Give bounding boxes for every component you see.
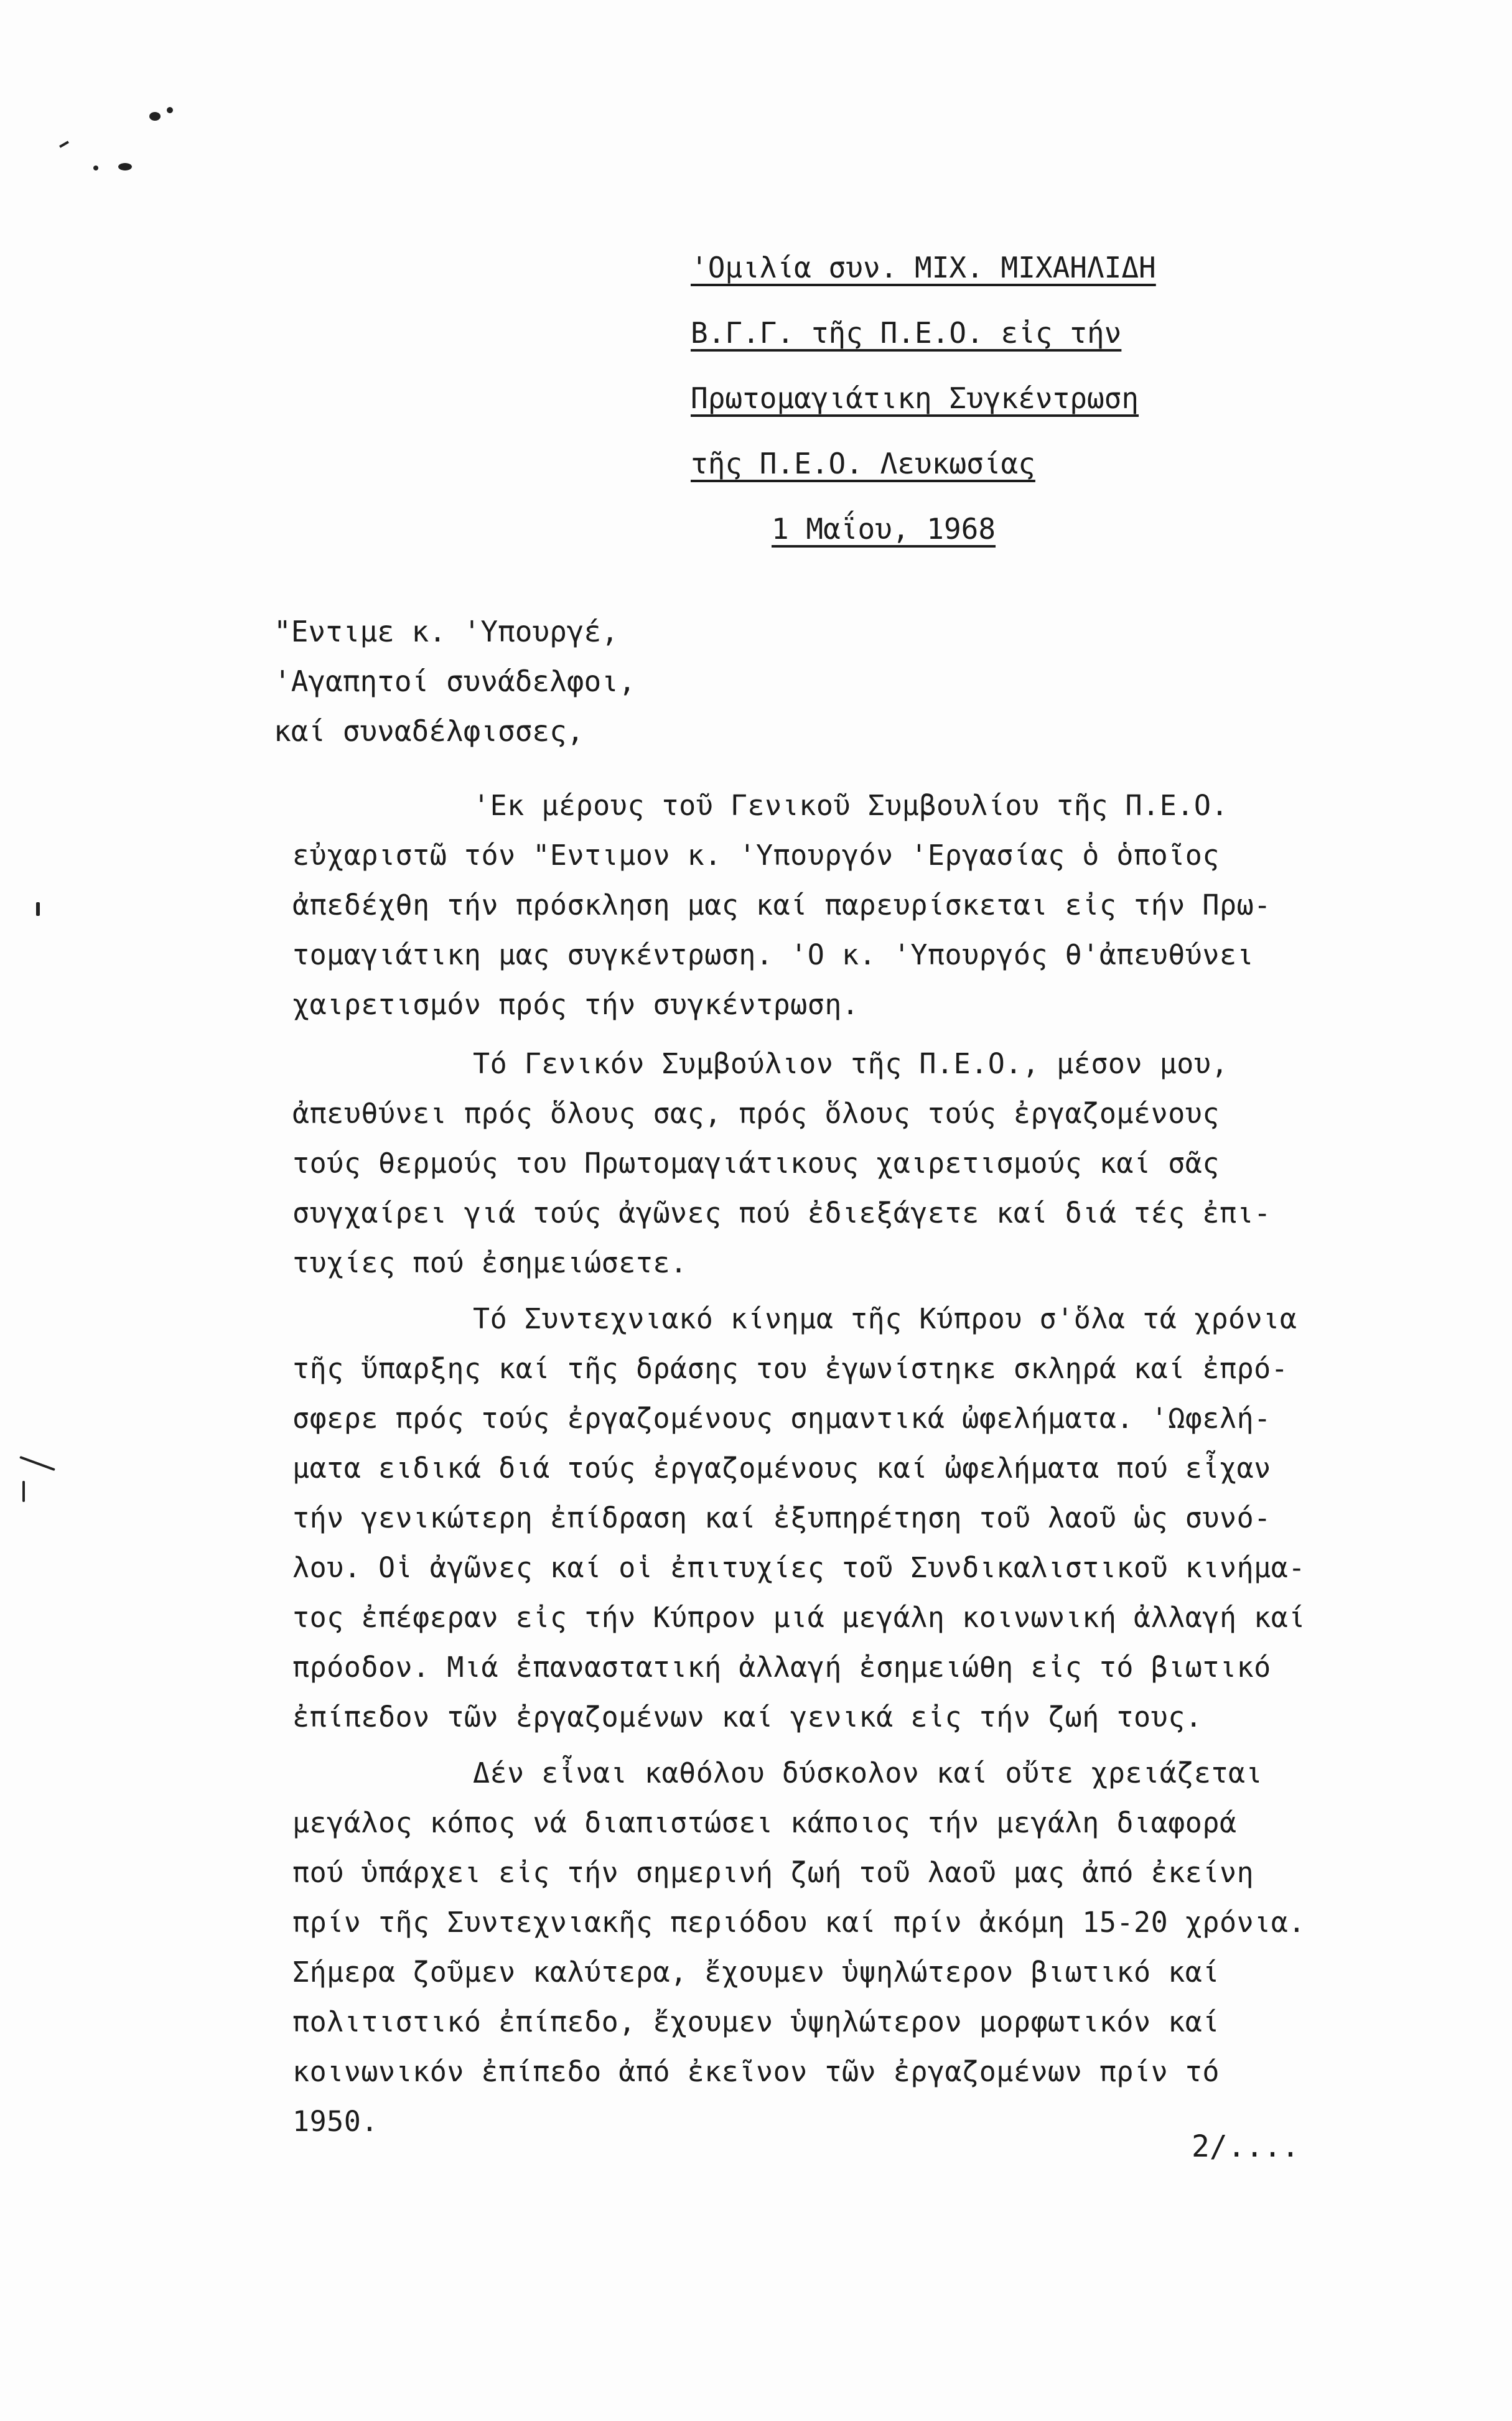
body-line: ματα ειδικά διά τούς ἐργαζομένους καί ὠφελήματα πού εἶχαν bbox=[292, 1452, 1271, 1485]
scan-speck bbox=[22, 1481, 25, 1502]
body-line: πού ὑπάρχει εἰς τήν σημερινή ζωή τοῦ λαοῦ μας ἀπό ἐκείνη bbox=[292, 1856, 1254, 1889]
header-line-organization: τῆς Π.Ε.Ο. Λευκωσίας bbox=[691, 447, 1035, 480]
body-line: χαιρετισμόν πρός τήν συγκέντρωση. bbox=[292, 988, 859, 1021]
header-line-event: Πρωτομαγιάτικη Συγκέντρωση bbox=[691, 381, 1139, 415]
header-line-title: 'Ομιλία συν. ΜΙΧ. ΜΙΧΑΗΛΙΔΗ bbox=[691, 251, 1156, 284]
body-line: σφερε πρός τούς ἐργαζομένους σημαντικά ὠφελήματα. 'Ωφελή- bbox=[292, 1402, 1271, 1435]
body-line: 'Εκ μέρους τοῦ Γενικοῦ Συμβουλίου τῆς Π.Ε.Ο. bbox=[473, 789, 1229, 822]
body-line: κοινωνικόν ἐπίπεδο ἀπό ἐκεῖνον τῶν ἐργαζομένων πρίν τό bbox=[292, 2055, 1220, 2088]
body-line: πολιτιστικό ἐπίπεδο, ἔχουμεν ὑψηλώτερον μορφωτικόν καί bbox=[292, 2005, 1220, 2038]
body-line: πρόοδον. Μιά ἐπαναστατική ἀλλαγή ἐσημειώθη εἰς τό βιωτικό bbox=[292, 1651, 1271, 1684]
body-line: τήν γενικώτερη ἐπίδραση καί ἐξυπηρέτηση τοῦ λαοῦ ὡς συνό- bbox=[292, 1501, 1271, 1534]
body-line: τούς θερμούς του Πρωτομαγιάτικους χαιρετισμούς καί σᾶς bbox=[292, 1147, 1220, 1180]
salutation-line: 'Αγαπητοί συνάδελφοι, bbox=[274, 665, 636, 698]
body-line: Σήμερα ζοῦμεν καλύτερα, ἔχουμεν ὑψηλώτερον βιωτικό καί bbox=[292, 1956, 1220, 1989]
body-line: τομαγιάτικη μας συγκέντρωση. 'Ο κ. 'Υπουργός θ'ἀπευθύνει bbox=[292, 938, 1254, 971]
page-continuation-marker: 2/.... bbox=[1192, 2129, 1300, 2164]
body-line: ἐπίπεδον τῶν ἐργαζομένων καί γενικά εἰς τήν ζωή τους. bbox=[292, 1700, 1203, 1733]
body-line: ἀπεδέχθη τήν πρόσκληση μας καί παρευρίσκεται εἰς τήν Πρω- bbox=[292, 889, 1271, 921]
salutation-line: "Εντιμε κ. 'Υπουργέ, bbox=[274, 615, 618, 648]
scan-speck bbox=[118, 163, 132, 170]
body-line: Τό Γενικόν Συμβούλιον τῆς Π.Ε.Ο., μέσον μου, bbox=[473, 1047, 1229, 1080]
header-line-position: Β.Γ.Γ. τῆς Π.Ε.Ο. εἰς τήν bbox=[691, 316, 1122, 350]
scan-speck bbox=[149, 112, 161, 121]
body-line: Δέν εἶναι καθόλου δύσκολον καί οὔτε χρειάζεται bbox=[473, 1756, 1263, 1789]
body-line: τυχίες πού ἐσημειώσετε. bbox=[292, 1246, 688, 1279]
header-line-date: 1 Μαΐου, 1968 bbox=[772, 512, 996, 546]
body-line: λου. Οἱ ἀγῶνες καί οἱ ἐπιτυχίες τοῦ Συνδικαλιστικοῦ κινήμα- bbox=[292, 1551, 1305, 1584]
body-line: συγχαίρει γιά τούς ἀγῶνες πού ἐδιεξάγετε καί διά τές ἐπι- bbox=[292, 1197, 1271, 1229]
scan-speck bbox=[93, 166, 98, 170]
scan-speck bbox=[36, 902, 40, 916]
body-line: τῆς ὕπαρξης καί τῆς δράσης του ἐγωνίστηκε σκληρά καί ἐπρό- bbox=[292, 1352, 1289, 1385]
scan-speck bbox=[59, 141, 69, 147]
body-line: εὐχαριστῶ τόν "Εντιμον κ. 'Υπουργόν 'Εργασίας ὁ ὁποῖος bbox=[292, 839, 1220, 872]
body-line: ἀπευθύνει πρός ὅλους σας, πρός ὅλους τούς ἐργαζομένους bbox=[292, 1097, 1220, 1130]
body-line: τος ἐπέφεραν εἰς τήν Κύπρον μιά μεγάλη κοινωνική ἀλλαγή καί bbox=[292, 1601, 1305, 1634]
body-line: 1950. bbox=[292, 2105, 378, 2138]
body-line: μεγάλος κόπος νά διαπιστώσει κάποιος τήν μεγάλη διαφορά bbox=[292, 1806, 1237, 1839]
body-line: πρίν τῆς Συντεχνιακῆς περιόδου καί πρίν ἀκόμη 15-20 χρόνια. bbox=[292, 1906, 1305, 1939]
body-line: Τό Συντεχνιακό κίνημα τῆς Κύπρου σ'ὅλα τά χρόνια bbox=[473, 1302, 1297, 1335]
scan-speck bbox=[167, 107, 173, 113]
salutation-line: καί συναδέλφισσες, bbox=[274, 714, 584, 748]
scan-speck bbox=[19, 1456, 55, 1471]
